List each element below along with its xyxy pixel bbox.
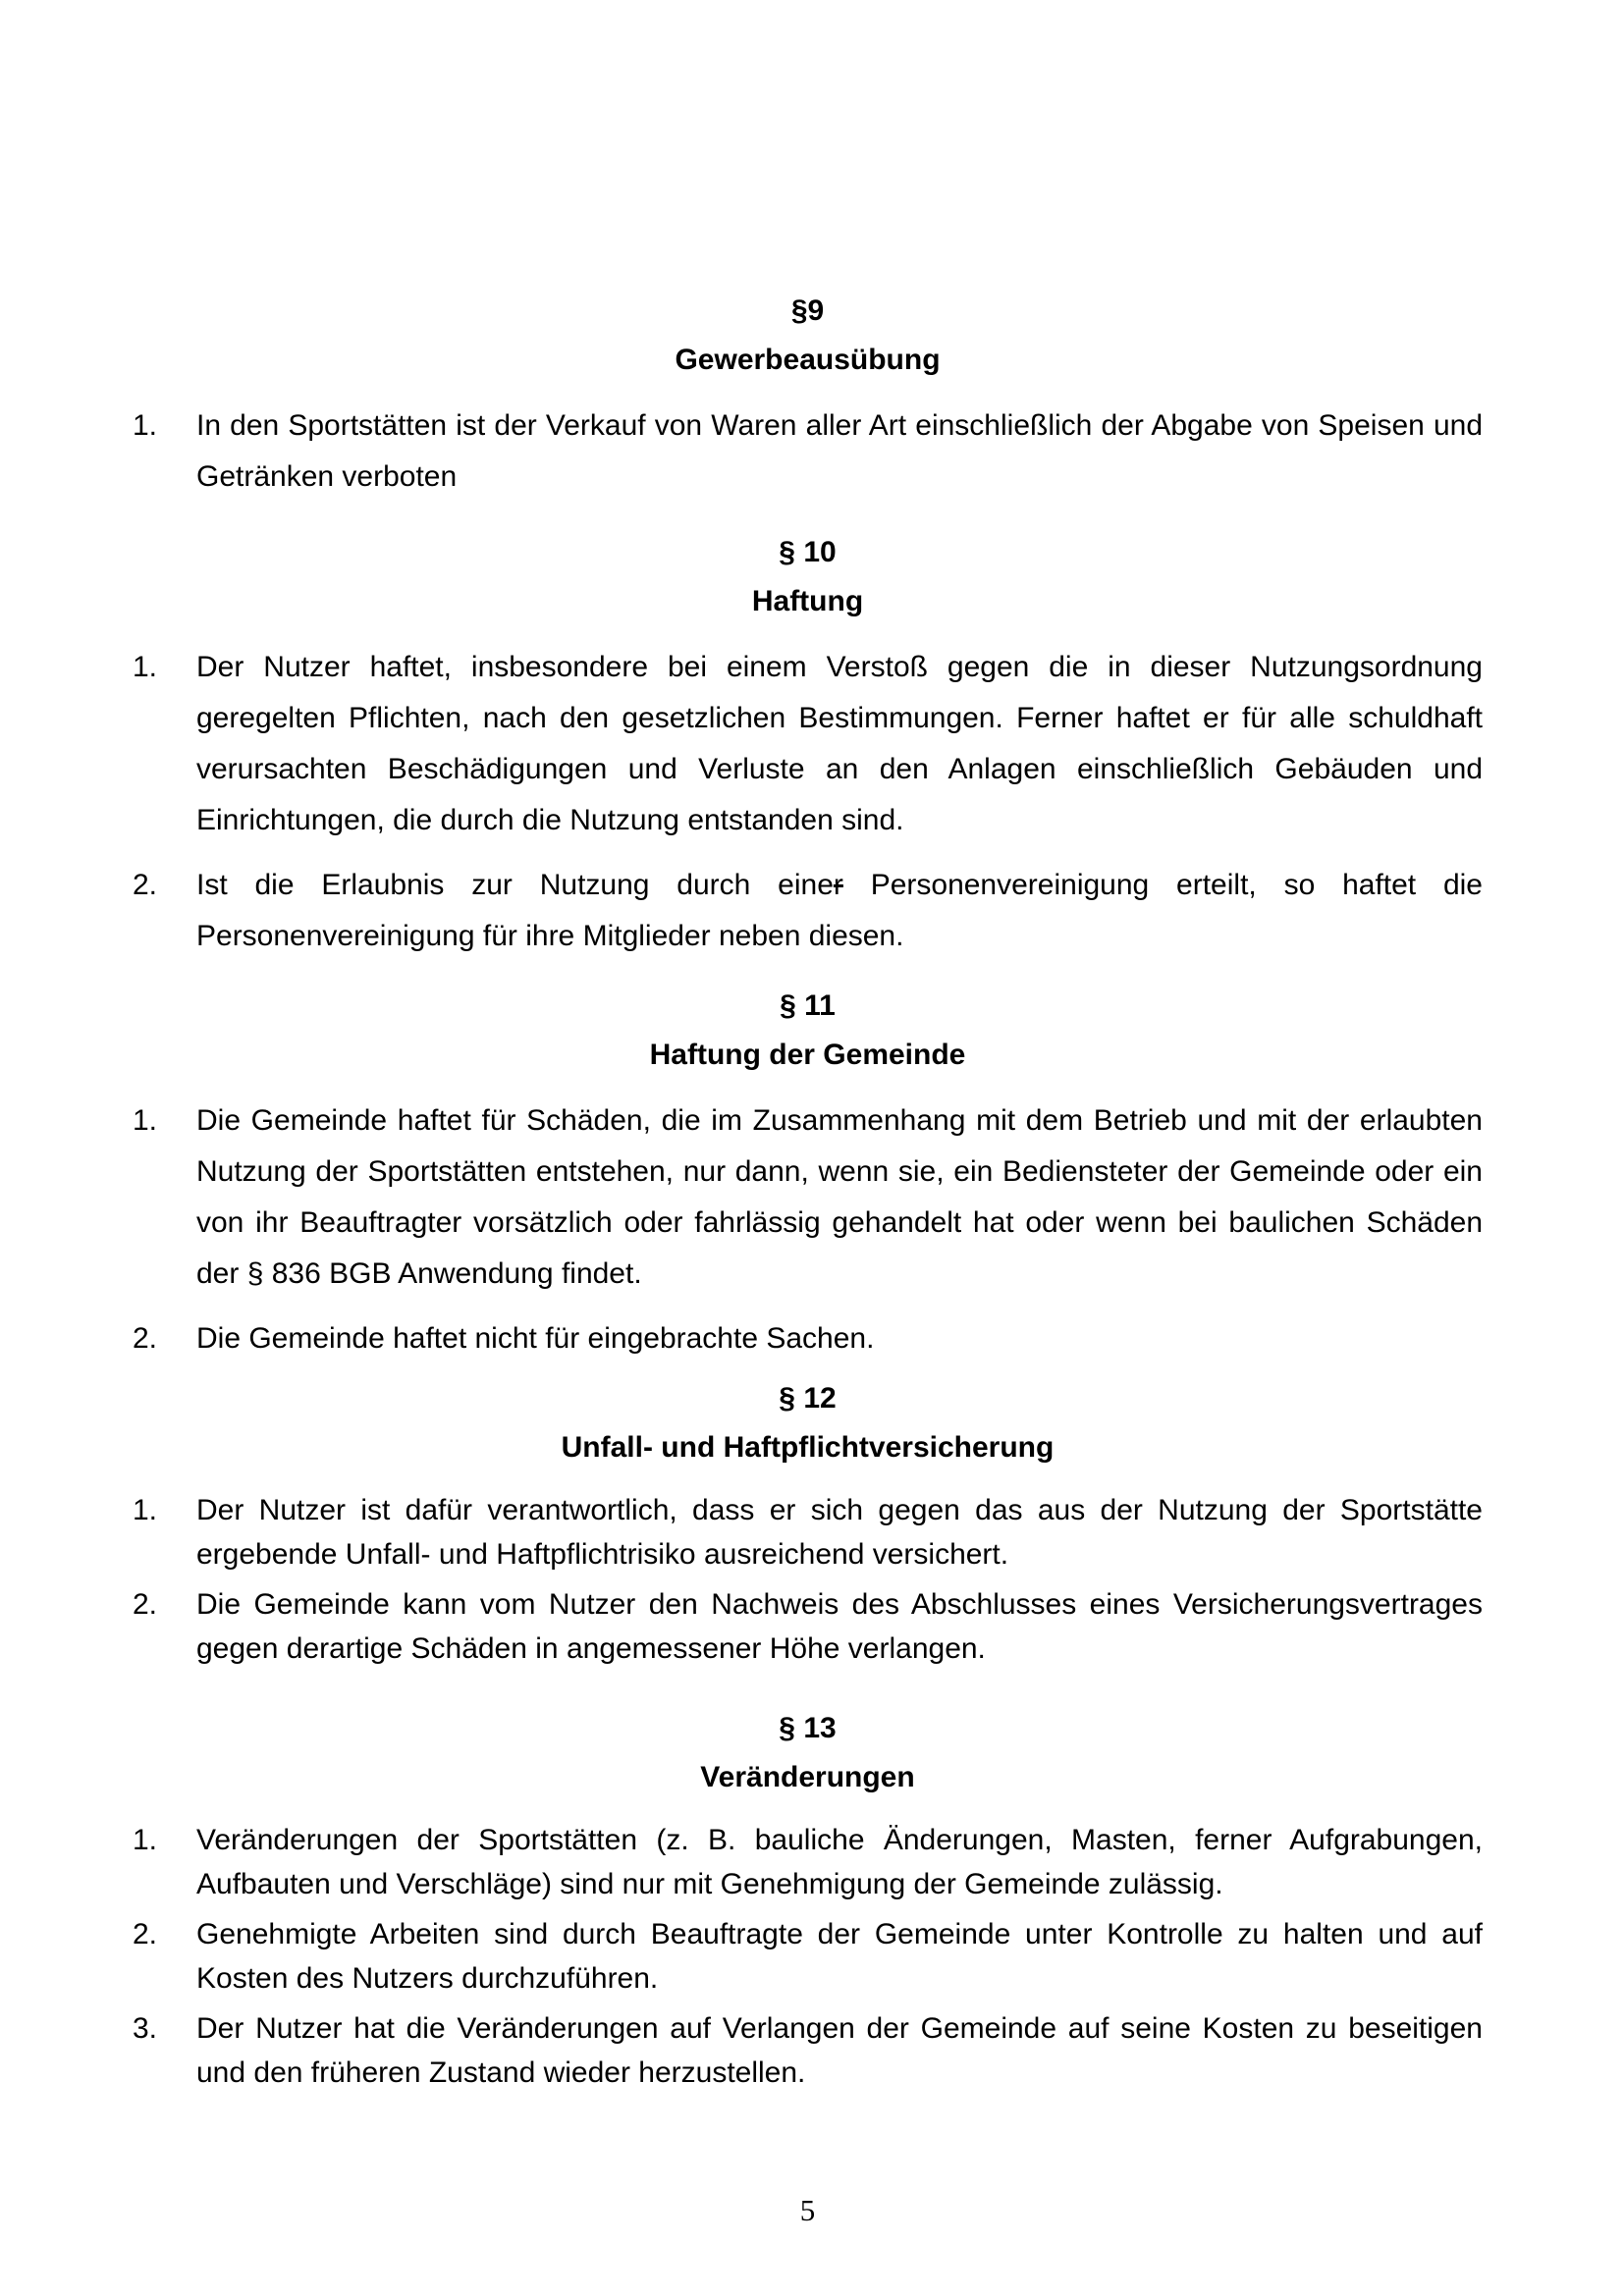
item-number: 3. [133, 2012, 158, 2045]
item-number: 1. [133, 651, 158, 683]
item-number: 1. [133, 1494, 158, 1526]
list-item [133, 642, 1483, 846]
list-item [133, 1582, 1483, 1671]
item-number: 1. [133, 1104, 158, 1137]
section-13-items [133, 1818, 1483, 2095]
page-number: 5 [799, 2193, 816, 2227]
list-item [133, 2006, 1483, 2095]
item-number: 2. [133, 1588, 158, 1621]
item-text: Der Nutzer hat die Veränderungen auf Verlangen der Gemeinde auf seine Kosten zu beseitigen und den früheren Zustand wieder herzustellen. [196, 2012, 1483, 2089]
struck-text: r [833, 869, 843, 901]
section-10-title: Haftung [751, 585, 864, 617]
section-13-title: Veränderungen [700, 1761, 915, 1793]
section-10 [133, 528, 1483, 962]
item-number: 1. [133, 1824, 158, 1856]
list-item [133, 1488, 1483, 1576]
section-9-title: Gewerbeausübung [675, 344, 941, 376]
section-10-items [133, 642, 1483, 962]
section-11-heading: § 11 [780, 989, 836, 1022]
section-9 [133, 287, 1483, 503]
item-number: 2. [133, 869, 158, 901]
item-text: Veränderungen der Sportstätten (z. B. bauliche Änderungen, Masten, ferner Aufgrabungen, Aufbauten und Verschläge) sind nur mit Genehmigung der Gemeinde zulässig. [196, 1824, 1483, 1900]
section-13-heading: § 13 [779, 1712, 837, 1744]
item-text: Die Gemeinde haftet nicht für eingebrachte Sachen. [196, 1322, 875, 1355]
section-12-heading: § 12 [779, 1382, 837, 1415]
list-item [133, 1912, 1483, 2001]
list-item [133, 1818, 1483, 1906]
section-9-heading: §9 [790, 294, 825, 327]
item-text: Die Gemeinde haftet für Schäden, die im Zusammenhang mit dem Betrieb und mit der erlaubten Nutzung der Sportstätten entstehen, nur dann, wenn sie, ein Bediensteter der Gemeinde oder ein von ihr Beauftragter vorsätzlich oder fahrlässig gehandelt hat oder wenn bei baulichen Schäden der § 836 BGB Anwendung findet. [196, 1104, 1483, 1290]
item-text-before: Ist die Erlaubnis zur Nutzung durch eine [196, 869, 834, 901]
item-text: Der Nutzer haftet, insbesondere bei einem Verstoß gegen die in dieser Nutzungsordnung geregelten Pflichten, nach den gesetzlichen Bestimmungen. Ferner haftet er für alle schuldhaft verursachten Beschädigungen und Verluste an den Anlagen einschließlich Gebäuden und Einrichtungen, die durch die Nutzung entstanden sind. [196, 651, 1483, 836]
item-text: Die Gemeinde kann vom Nutzer den Nachweis des Abschlusses eines Versicherungsvertrages gegen derartige Schäden in angemessener Höhe verlangen. [196, 1588, 1483, 1665]
section-12-items [133, 1488, 1483, 1671]
list-item [133, 400, 1483, 503]
list-item [133, 1095, 1483, 1300]
section-11-title: Haftung der Gemeinde [649, 1039, 966, 1071]
section-10-heading: § 10 [779, 536, 837, 568]
list-item [133, 1313, 1483, 1364]
section-13 [133, 1704, 1483, 2095]
item-text: In den Sportstätten ist der Verkauf von Waren aller Art einschließlich der Abgabe von Speisen und Getränken verboten [196, 409, 1483, 493]
item-text: Genehmigte Arbeiten sind durch Beauftragte der Gemeinde unter Kontrolle zu halten und auf Kosten des Nutzers durchzuführen. [196, 1918, 1483, 1995]
item-text [196, 860, 1483, 962]
item-number: 1. [133, 409, 158, 442]
item-number: 2. [133, 1322, 158, 1355]
section-11 [133, 982, 1483, 1364]
list-item [133, 860, 1483, 962]
section-11-items [133, 1095, 1483, 1364]
section-12-title: Unfall- und Haftpflichtversicherung [561, 1431, 1055, 1464]
item-number: 2. [133, 1918, 158, 1950]
section-9-items [133, 400, 1483, 503]
item-text: Der Nutzer ist dafür verantwortlich, dass er sich gegen das aus der Nutzung der Sportstätte ergebende Unfall- und Haftpflichtrisiko ausreichend versichert. [196, 1494, 1483, 1571]
section-12 [133, 1374, 1483, 1671]
item-text-after: Personenvereinigung erteilt, so haftet die Personenvereinigung für ihre Mitglieder neben diesen. [196, 869, 1483, 952]
